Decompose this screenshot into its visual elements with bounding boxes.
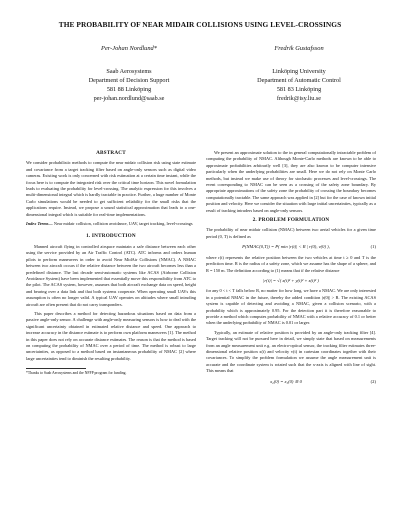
right-column [206,150,376,389]
problem-paragraph-4: Typically, an estimate of relative position is provided by an angle-only tracking filter [4]. Target tracking will not be pursued here in detail, we simply state that based on measurements from an angle measurement unit e.g. an electro-optical sensor, the tracking filter estimates three-dimensional relative position x(t) and velocity v(t) in cartesian coordinates together with their covariances. To simplify the problem formulation we assume the angle measurement unit is accurate and the coordinate system is rotated such that the x-axis is aligned with line of sight. This means that [206,329,376,374]
index-terms [26,221,196,227]
author-org: Linköping University [272,68,326,75]
author-dept: Department of Decision Support [88,77,170,84]
index-terms-label: Index Terms— [26,221,53,227]
intro-paragraph-1: Manned aircraft flying in controlled airspace maintain a safe distance between each other using the service provided by an Air Traffic Control (ATC). ATC informs and orders human pilots to perform maneuvers in order to avoid Near MidAir Collisions (NMAC). A NMAC between two aircraft occurs if the relative distance between the two aircraft becomes less than a predefined distance. The last decade semi-automatic systems like ACAS (Airborne Collision Avoidance System) have been implemented that essentially move this responsibility from ATC to the pilot. The ACAS system, however, assumes that both aircraft exchange data on speed, height and bearing over a data link and that both systems cooperate. When operating small UAVs this assumption is often no longer valid. A typical UAV operates on altitudes where small intruding aircraft are often present that do not carry transponders. [26,243,196,307]
index-terms-text: Near midair collision, collision avoidance, UAV, target tracking, level-crossings [53,221,193,227]
equation-3-body: x₂(0) = x₃(0) ≅ 0 [270,378,302,384]
author-address: 581 83 Linköping [276,86,322,93]
author-2 [214,44,384,103]
equation-2 [206,278,376,284]
author-address: 581 88 Linköping [106,86,152,93]
equation-3-number: (2) [370,378,376,384]
author-name: Per-Johan Nordlund* [101,45,157,52]
author-org: Saab Aerosystems [106,68,152,75]
problem-paragraph-1: The probability of near midair collision (NMAC) between two aerial vehicles for a given time period (0, T) is defined as [206,227,376,239]
author-block [20,44,380,134]
problem-paragraph-3: for any 0 < t < T falls below R, no matter for how long, we have a NMAC. We are only interested in a potential NMAC in the future, thereby the added condition |r(0)| > R. The existing ACAS system is capable of detecting and avoiding a NMAC, given a collision scenario, with a probability which is approximately 0.95. For the detection part it is therefore reasonable to provide a method which computes probability of NMAC with a relative accuracy of 0.1 or better when the underlying probability of NMAC is 0.01 or larger. [206,288,376,326]
intro-paragraph-2: This paper describes a method for detecting hazardous situations based on data from a passive angle-only sensor. A challenge with angle-only measuring sensors is how to deal with the significant uncertainty obtained in estimated relative distance and speed. One approach to increase accuracy in the distance estimate is to perform own platform maneuvers [1]. The method in this paper does not rely on accurate distance estimates. The reason is that the method is based on computing the probability of NMAC over a period of time. The method is robust to large uncertainties, as opposed to a method based on instantaneous probability of NMAC [2] where large uncertainties tend to diminish the resulting probability. [26,310,196,361]
intro-paragraph-3: We present an approximate solution to the in general computationally intractable problem of computing the probability of NMAC. Although Monte-Carlo methods are known to be able to approximate probabilities arbitrarily well [3], they are also known to be computer intensive particularly when the underlying probabilities are small. Here we do not rely on Monte Carlo methods, but instead we make use of theory for stochastic processes and level-crossings. The event corresponding to NMAC can be seen as a crossing of the safety zone boundary. By appropriate approximations of the safety zone the probability of crossing the boundary becomes computationally tractable. The same approach was applied in [2] but for the case of known initial position and velocity. Here we consider the situation with large initial uncertainties, typically as a result of tracking intruders based on angle-only sensors. [206,150,376,213]
author-email: fredrik@isy.liu.se [276,95,322,102]
equation-3 [206,379,376,385]
intro-heading: 1. INTRODUCTION [86,233,136,240]
author-dept: Department of Automatic Control [257,77,341,84]
footnote: *Thanks to Saab Aerosystems and the NFFP program for funding. [26,371,127,376]
equation-1-number: (1) [370,244,376,250]
abstract-text: We consider probabilistic methods to compute the near midair collision risk using state estimate and covariance from a target tracking filter based on angle-only sensors such as digital video cameras. Existing work is only concerned with risk estimation at a certain time instant, while the focus here is to compute the integrated risk over the critical time horizon. This novel formulation leads to evaluating the probability for level-crossing. The analytic expression for this involves a multi-dimensional integral which is hardly tractable in practice. Further, a huge number of Monte Carlo simulations would be needed to get sufficient reliability for the small risks that the applications require. Instead, we propose a sound statistical approximation that leads to a one-dimensional integral which is suitable for real-time implementations. [26,160,196,217]
author-1 [44,44,214,103]
author-name: Fredrik Gustafsson [274,45,324,52]
problem-heading: 2. PROBLEM FORMULATION [252,217,330,224]
footnote-rule [26,368,86,369]
abstract-heading: ABSTRACT [96,150,126,156]
author-email: per-johan.nordlund@saab.se [93,95,165,102]
equation-2-body: |r(t)| = √( x(t)² + y(t)² + z(t)² ) [263,277,319,283]
left-column [26,150,196,376]
paper-title: THE PROBABILITY OF NEAR MIDAIR COLLISIONS USING LEVEL-CROSSINGS [58,20,342,29]
problem-paragraph-2: where r(t) represents the relative position between the two vehicles at time t ≥ 0 and T is the prediction time. R is the radius of a safety zone, which we assume has the shape of a sphere, and R = 150 m. The definition according to (1) means that if the relative distance [206,254,376,273]
equation-1-body: P(NMAC(0,T)) = P( min |r(t)| < R | r(0), v(0) ), [242,244,330,250]
equation-1 [206,244,376,250]
